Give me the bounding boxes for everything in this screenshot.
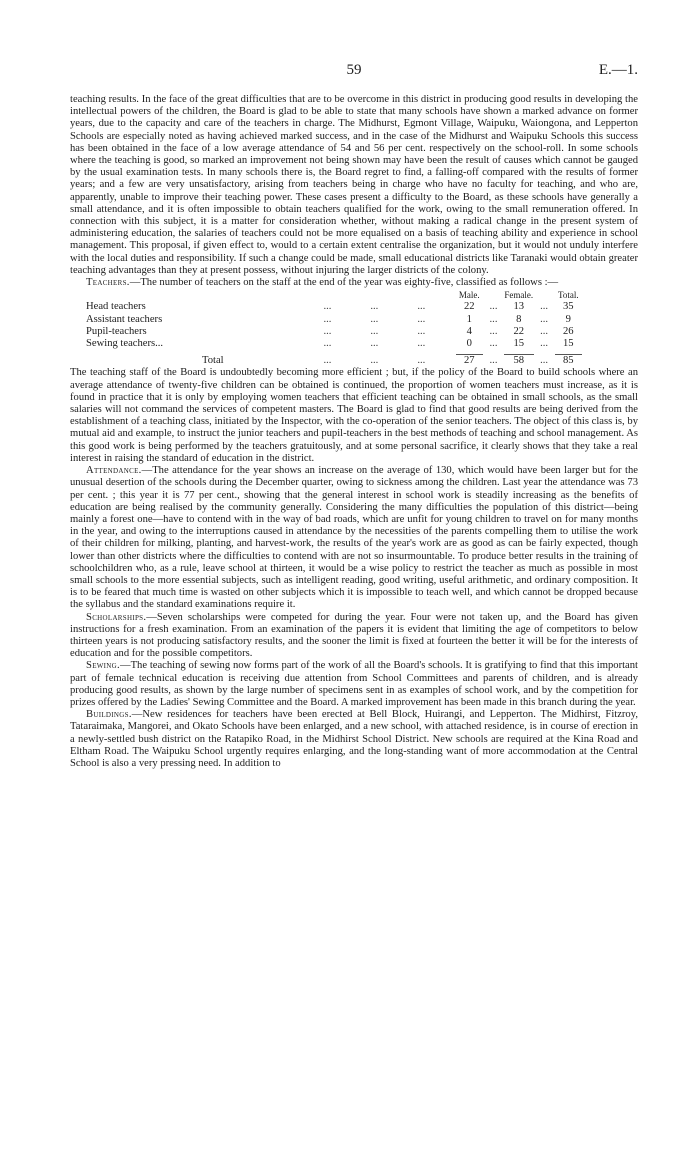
- paragraph-teaching-staff: The teaching staff of the Board is undoubtedly becoming more efficient ; but, if the policy of the Board to build schools where an average attendance of twenty-five children can be obtained is continued, the proportion of women teachers must increase, as it is found in practice that it is only by employing women teachers that efficient teaching can be obtained in small schools, as the small salaries will not command the services of competent masters. The Board is glad to find that good results are being derived from the establishment of a teaching class, initiated by the Inspector, with the co-operation of the senior teachers. The object of this class is, by mutual aid and example, to instruct the junior teachers and pupil-teachers in the best methods of teaching and school management. As this good work is being performed by the teachers gratuitously, and at some personal sacrifice, it clearly shows that they take a real interest in raising the standard of education in the district.: [70, 367, 638, 464]
- cell-total: 35: [563, 301, 574, 313]
- paragraph-scholarships: Scholarships.—Seven scholarships were competed for during the year. Four were not taken up, and the Board has given instructions for a fresh examination. From an examination of the papers it is evident that limiting the age of competitors to below thirteen years is not producing satisfactory results, and the sooner the limit is fixed at fourteen the better it will be for the interests of education and for the possible competitors.: [70, 611, 638, 660]
- cell-total: 26: [563, 325, 574, 337]
- section-heading-sewing: Sewing.: [86, 660, 120, 672]
- table-row: Assistant teachers ... ... ... 1 ... 8 ... 9: [86, 314, 582, 326]
- section-heading-attendance: Attendance.: [86, 465, 142, 477]
- total-female: 58: [513, 355, 525, 367]
- cell-male: 22: [464, 301, 475, 313]
- cell-female: 22: [513, 325, 525, 337]
- document-page: [70, 58, 638, 770]
- column-header-female: Female.: [504, 290, 534, 301]
- column-header-total: Total.: [557, 290, 579, 301]
- table-header-row: [86, 289, 582, 301]
- section-heading-scholarships: Scholarships.: [86, 611, 147, 623]
- total-total: 85: [563, 355, 574, 367]
- row-label: Head teachers: [86, 301, 146, 313]
- teachers-intro-text: —The number of teachers on the staff at the end of the year was eighty-five, classified as follows :—: [129, 277, 559, 289]
- page-header: [70, 58, 638, 94]
- paragraph-sewing: Sewing.—The teaching of sewing now forms part of the work of all the Board's schools. It is gratifying to find that this important part of female technical education is receiving due attention from School Committees and parents of children, and is already producing good results, as shown by the large number of specimens sent in as examples of school work, and by the competition for prizes offered by the Ladies' Sewing Committee and the Board. A marked improvement has been made in this branch during the year.: [70, 660, 638, 708]
- table-row: Pupil-teachers ... ... ... 4 ... 22 ... 26: [86, 326, 582, 338]
- cell-male: 0: [466, 338, 472, 350]
- row-label: Sewing teachers...: [86, 338, 164, 350]
- total-label: Total: [202, 355, 224, 367]
- cell-total: 15: [563, 338, 574, 350]
- row-label: Assistant teachers: [86, 313, 163, 325]
- row-label: Pupil-teachers: [86, 325, 147, 337]
- paragraph-buildings: Buildings.—New residences for teachers have been erected at Bell Block, Huirangi, and Lepperton. The Midhirst, Fitzroy, Tataraimaka, Mangorei, and Okato Schools have been enlarged, and a new school, with attached residence, is in course of erection in a newly-settled bush district on the Ratapiko Road, in the Midhirst School District. New schools are required at the Kina Road and Eltham Road. The Waipuku School urgently requires enlarging, and the long-standing want of more accommodation at the Central School is also a very pressing need. In addition to: [70, 709, 638, 769]
- paragraph-teachers: [70, 277, 638, 289]
- cell-female: 13: [513, 301, 525, 313]
- section-heading-teachers: Teachers.: [86, 277, 130, 289]
- table-row: Head teachers ... ... ... 22 ... 13 ... 35: [86, 301, 582, 313]
- cell-female: 15: [513, 338, 525, 350]
- document-reference: E.—1.: [598, 62, 638, 78]
- table-total-row: Total ... ... ... 27 ... 58 ... 85: [86, 355, 582, 368]
- cell-male: 1: [466, 313, 472, 325]
- section-heading-buildings: Buildings.: [86, 709, 132, 721]
- paragraph-teaching-results: teaching results. In the face of the great difficulties that are to be overcome in this district in producing good results in developing the intellectual powers of the children, the Board is glad to be able to state that many schools have shown a marked advance on former years, due to the capacity and care of the teachers in charge. The Midhurst, Egmont Village, Waipuku, Waiongona, and Lepperton Schools are especially noted as having achieved marked success, and in the case of the Midhurst and Waipuku Schools this success has been obtained in the face of a low average attendance of 54 and 56 per cent. respectively on the school-roll. In some schools where the teaching is good, so marked an improvement not being shown may have been the result of causes which cannot be gauged by the usual examination tests. In many schools there is, the Board regret to find, a falling-off compared with the results of former years; and a few are very unsatisfactory, arising from teachers being in charge who have no faculty for teaching, and who are, apparently, unable to improve their teaching power. These cases present a difficulty to the Board, as these schools have generally a small attendance, and it is often impossible to obtain teachers qualified for the work, owing to the small remuneration offered. In connection with this subject, it is a matter for consideration whether, without making a radical change in the present system of administering education, the salaries of teachers could not be more equalised on a basis of teaching ability and experience in school management. This proposal, if given effect to, would to a certain extent centralise the organization, but it would not unduly interfere with the local duties and responsibility. If such a change could be made, small educational districts like Taranaki would obtain greater teaching advantages than they at present possess, without injuring the larger districts of the colony.: [70, 94, 638, 276]
- cell-female: 8: [516, 313, 522, 325]
- teachers-table: [86, 289, 582, 367]
- cell-male: 4: [466, 325, 472, 337]
- paragraph-attendance: Attendance.—The attendance for the year shows an increase on the average of 130, which would have been larger but for the unusual desertion of the schools during the December quarter, owing to sickness among the children. Last year the attendance was 73 per cent. ; this year it is 77 per cent., showing that the general interest in school work is steadily increasing as the benefits of education are being realised by the community generally. Considering the many difficulties the population of this district—being mainly a forest one—have to contend with in the way of bad roads, which are unfit for young children to travel on for many months in the year, and owing to the interruptions caused in attendance by the necessities of the parents compelling them to utilise the work of their children for milking, planting, and harvest-work, the results of the year's work are as good as can be fairly expected, though lower than other districts where the difficulties to contend with are not so insurmountable. To produce better results in the training of schoolchildren who, as a rule, leave school at thirteen, it would be a wise policy to restrict the teacher as much as possible in most small schools to the more essential subjects, such as intelligent reading, good writing, useful arithmetic, and ordinary composition. It is to be feared that much time is wasted on other subjects which it is impossible to teach well, and which cannot be dropped because the syllabus and the standard examinations require it.: [70, 465, 638, 611]
- cell-total: 9: [565, 313, 571, 325]
- total-male: 27: [464, 355, 475, 367]
- table-row: Sewing teachers... ... ... ... 0 ... 15 ... 15: [86, 338, 582, 350]
- page-number: 59: [346, 62, 362, 78]
- column-header-male: Male.: [458, 290, 480, 301]
